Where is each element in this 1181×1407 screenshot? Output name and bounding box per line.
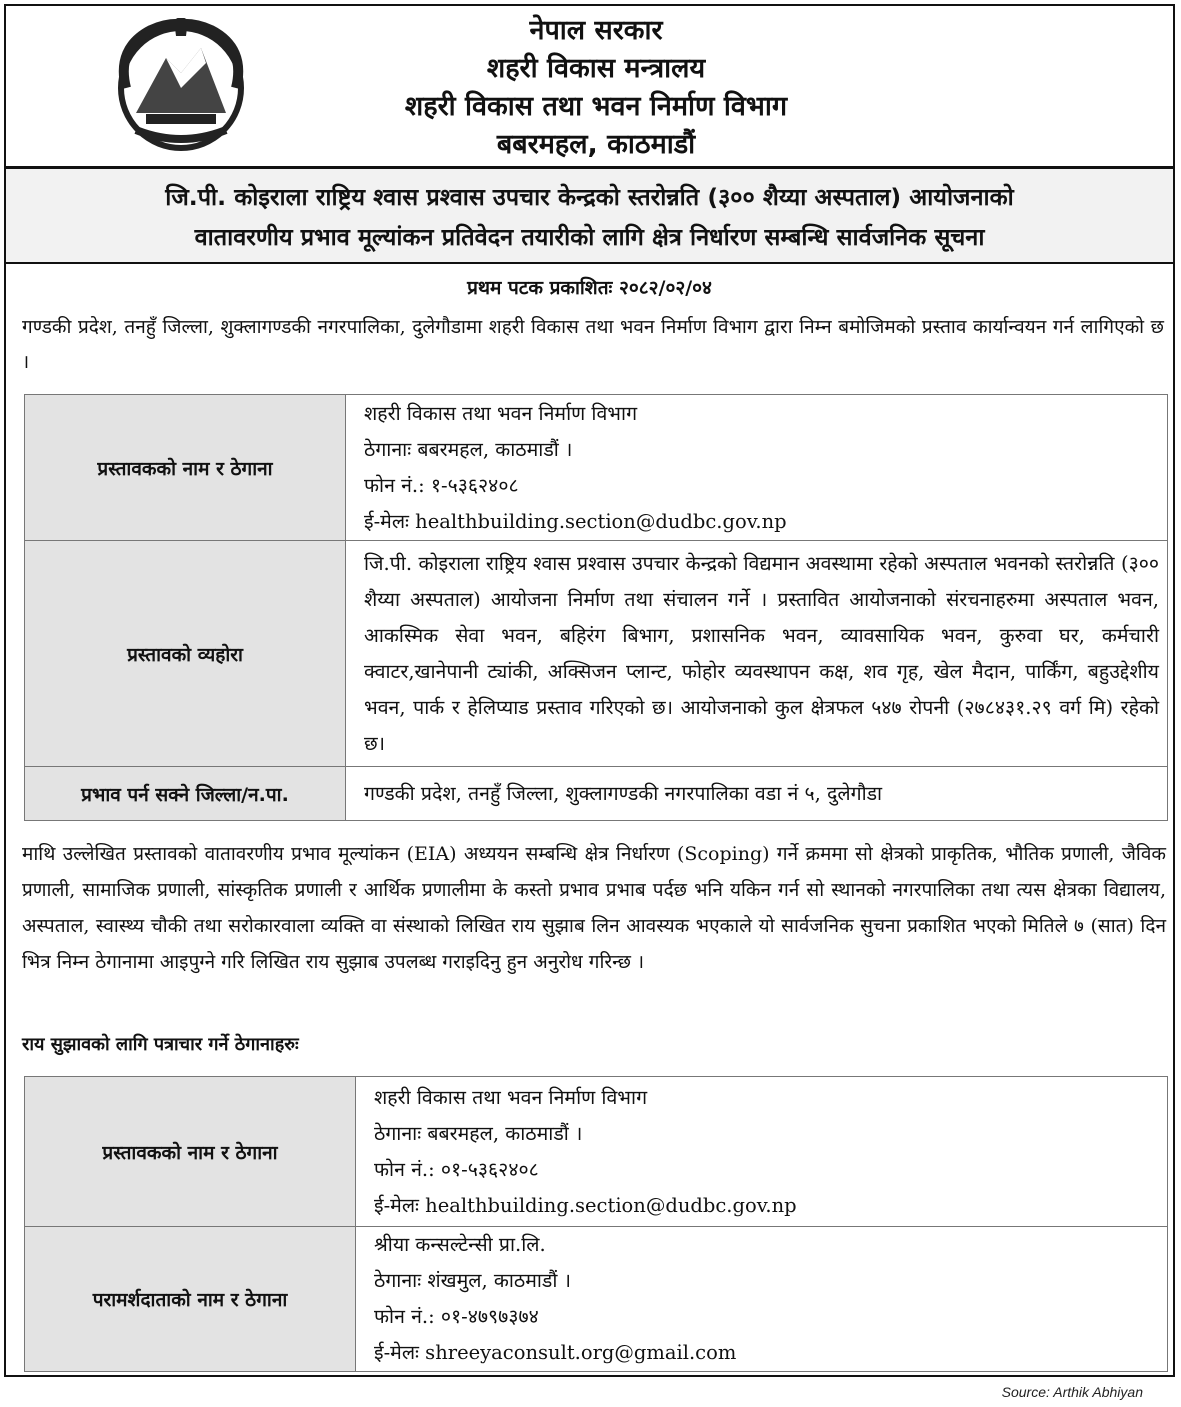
- consultant-label: परामर्शदाताको नाम र ठेगाना: [25, 1227, 356, 1372]
- proposer-phone: फोन नं.: ०१-५३६२४०८: [374, 1157, 539, 1181]
- notice-title: [6, 166, 1173, 264]
- address-table: [24, 1076, 1168, 1372]
- notice-frame: [4, 4, 1175, 1377]
- proposer-name: शहरी विकास तथा भवन निर्माण विभाग: [374, 1085, 648, 1109]
- header-line-1: नेपाल सरकार: [529, 15, 663, 46]
- proposal-table: [24, 394, 1168, 821]
- proposer-email: ई-मेलः healthbuilding.section@dudbc.gov.np: [374, 1193, 797, 1217]
- proposer-label: प्रस्तावकको नाम र ठेगाना: [25, 1077, 356, 1227]
- proposer-name: शहरी विकास तथा भवन निर्माण विभाग: [364, 401, 638, 425]
- table-row: [25, 1077, 1168, 1227]
- consultant-address: ठेगानाः शंखमुल, काठमाडौं ।: [374, 1269, 571, 1292]
- nepal-emblem-icon: [106, 18, 256, 156]
- affected-area-label: प्रभाव पर्न सक्ने जिल्ला/न.पा.: [25, 767, 346, 821]
- proposer-address: ठेगानाः बबरमहल, काठमाडौं ।: [364, 437, 573, 461]
- proposal-description: जि.पी. कोइराला राष्ट्रिय श्वास प्रश्वास उपचार केन्द्रको विद्यमान अवस्थामा रहेको अस्पताल भवनको स्तरोन्नति (३०० शैय्या अस्पताल) आयोजना निर्माण तथा संचालन गर्ने । प्रस्तावित आयोजनाको संरचनाहरुमा अस्पताल भवन, आकस्मिक सेवा भवन, बहिरंग बिभाग, प्रशासनिक भवन, व्यावसायिक भवन, कुरुवा घर, कर्मचारी क्वाटर,खानेपानी ट्यांकी, अक्सिजन प्लान्ट, फोहोर व्यवस्थापन कक्ष, शव गृह, खेल मैदान, पार्किंग, बहुउद्देशीय भवन, पार्क र हेलिप्याड प्रस्ताव गरिएको छ। आयोजनाको कुल क्षेत्रफल ५४७ रोपनी (२७८४३१.२९ वर्ग मि) रहेको छ।: [346, 541, 1168, 767]
- affected-area-value: गण्डकी प्रदेश, तनहुँ जिल्ला, शुक्लागण्डकी नगरपालिका वडा नं ५, दुलेगौडा: [346, 767, 1168, 821]
- header-line-4: बबरमहल, काठमाडौं: [496, 129, 696, 160]
- table-row: [25, 541, 1168, 767]
- proposal-description-label: प्रस्तावको व्यहोरा: [25, 541, 346, 767]
- table-row: [25, 1227, 1168, 1372]
- title-line-1: जि.पी. कोइराला राष्ट्रिय श्वास प्रश्वास उपचार केन्द्रको स्तरोन्नति (३०० शैय्या अस्पताल) आयोजनाको: [165, 183, 1014, 211]
- consultant-phone: फोन नं.: ०१-४७९७३७४: [374, 1305, 539, 1328]
- proposer-email: ई-मेलः healthbuilding.section@dudbc.gov.np: [364, 509, 787, 533]
- proposer-value: [346, 395, 1168, 541]
- consultant-value: [356, 1227, 1168, 1372]
- published-date: प्रथम पटक प्रकाशितः २०८२/०२/०४: [467, 277, 712, 299]
- proposer-phone: फोन नं.: १-५३६२४०८: [364, 473, 519, 497]
- header-line-3: शहरी विकास तथा भवन निर्माण विभाग: [404, 91, 788, 122]
- proposer-label: प्रस्तावकको नाम र ठेगाना: [25, 395, 346, 541]
- table-row: [25, 395, 1168, 541]
- source-credit: Source: Arthik Abhiyan: [1001, 1384, 1143, 1400]
- notice-header: [6, 6, 1173, 166]
- title-line-2: वातावरणीय प्रभाव मूल्यांकन प्रतिवेदन तयारीको लागि क्षेत्र निर्धारण सम्बन्धि सार्वजनिक सूचना: [194, 223, 985, 251]
- table-row: [25, 767, 1168, 821]
- address-heading: राय सुझावको लागि पत्राचार गर्ने ठेगानाहरुः: [22, 1034, 299, 1055]
- header-line-2: शहरी विकास मन्त्रालय: [486, 53, 706, 84]
- consultant-name: श्रीया कन्सल्टेन्सी प्रा.लि.: [374, 1233, 546, 1256]
- proposer-value: [356, 1077, 1168, 1227]
- consultant-email: ई-मेलः shreeyaconsult.org@gmail.com: [374, 1341, 737, 1364]
- body-paragraph: माथि उल्लेखित प्रस्तावको वातावरणीय प्रभाव मूल्यांकन (EIA) अध्ययन सम्बन्धि क्षेत्र निर्धारण (Scoping) गर्ने क्रममा सो क्षेत्रको प्राकृतिक, भौतिक प्रणाली, जैविक प्रणाली, सामाजिक प्रणाली, सांस्कृतिक प्रणाली र आर्थिक प्रणालीमा के कस्तो प्रभाव प्रभाब पर्दछ भनि यकिन गर्न सो स्थानको नगरपालिका तथा त्यस क्षेत्रका विद्यालय, अस्पताल, स्वास्थ्य चौकी तथा सरोकारवाला व्यक्ति वा संस्थाको लिखित राय सुझाब लिन आवस्यक भएकाले यो सार्वजनिक सुचना प्रकाशित भएको मितिले ७ (सात) दिन भित्र निम्न ठेगानामा आइपुग्ने गरि लिखित राय सुझाब उपलब्ध गराइदिनु हुन अनुरोध गरिन्छ ।: [22, 843, 1166, 973]
- intro-paragraph: गण्डकी प्रदेश, तनहुँ जिल्ला, शुक्लागण्डकी नगरपालिका, दुलेगौडामा शहरी विकास तथा भवन निर्माण विभाग द्वारा निम्न बमोजिमको प्रस्ताव कार्यान्वयन गर्न लागिएको छ ।: [22, 316, 1164, 373]
- proposer-address: ठेगानाः बबरमहल, काठमाडौं ।: [374, 1121, 583, 1145]
